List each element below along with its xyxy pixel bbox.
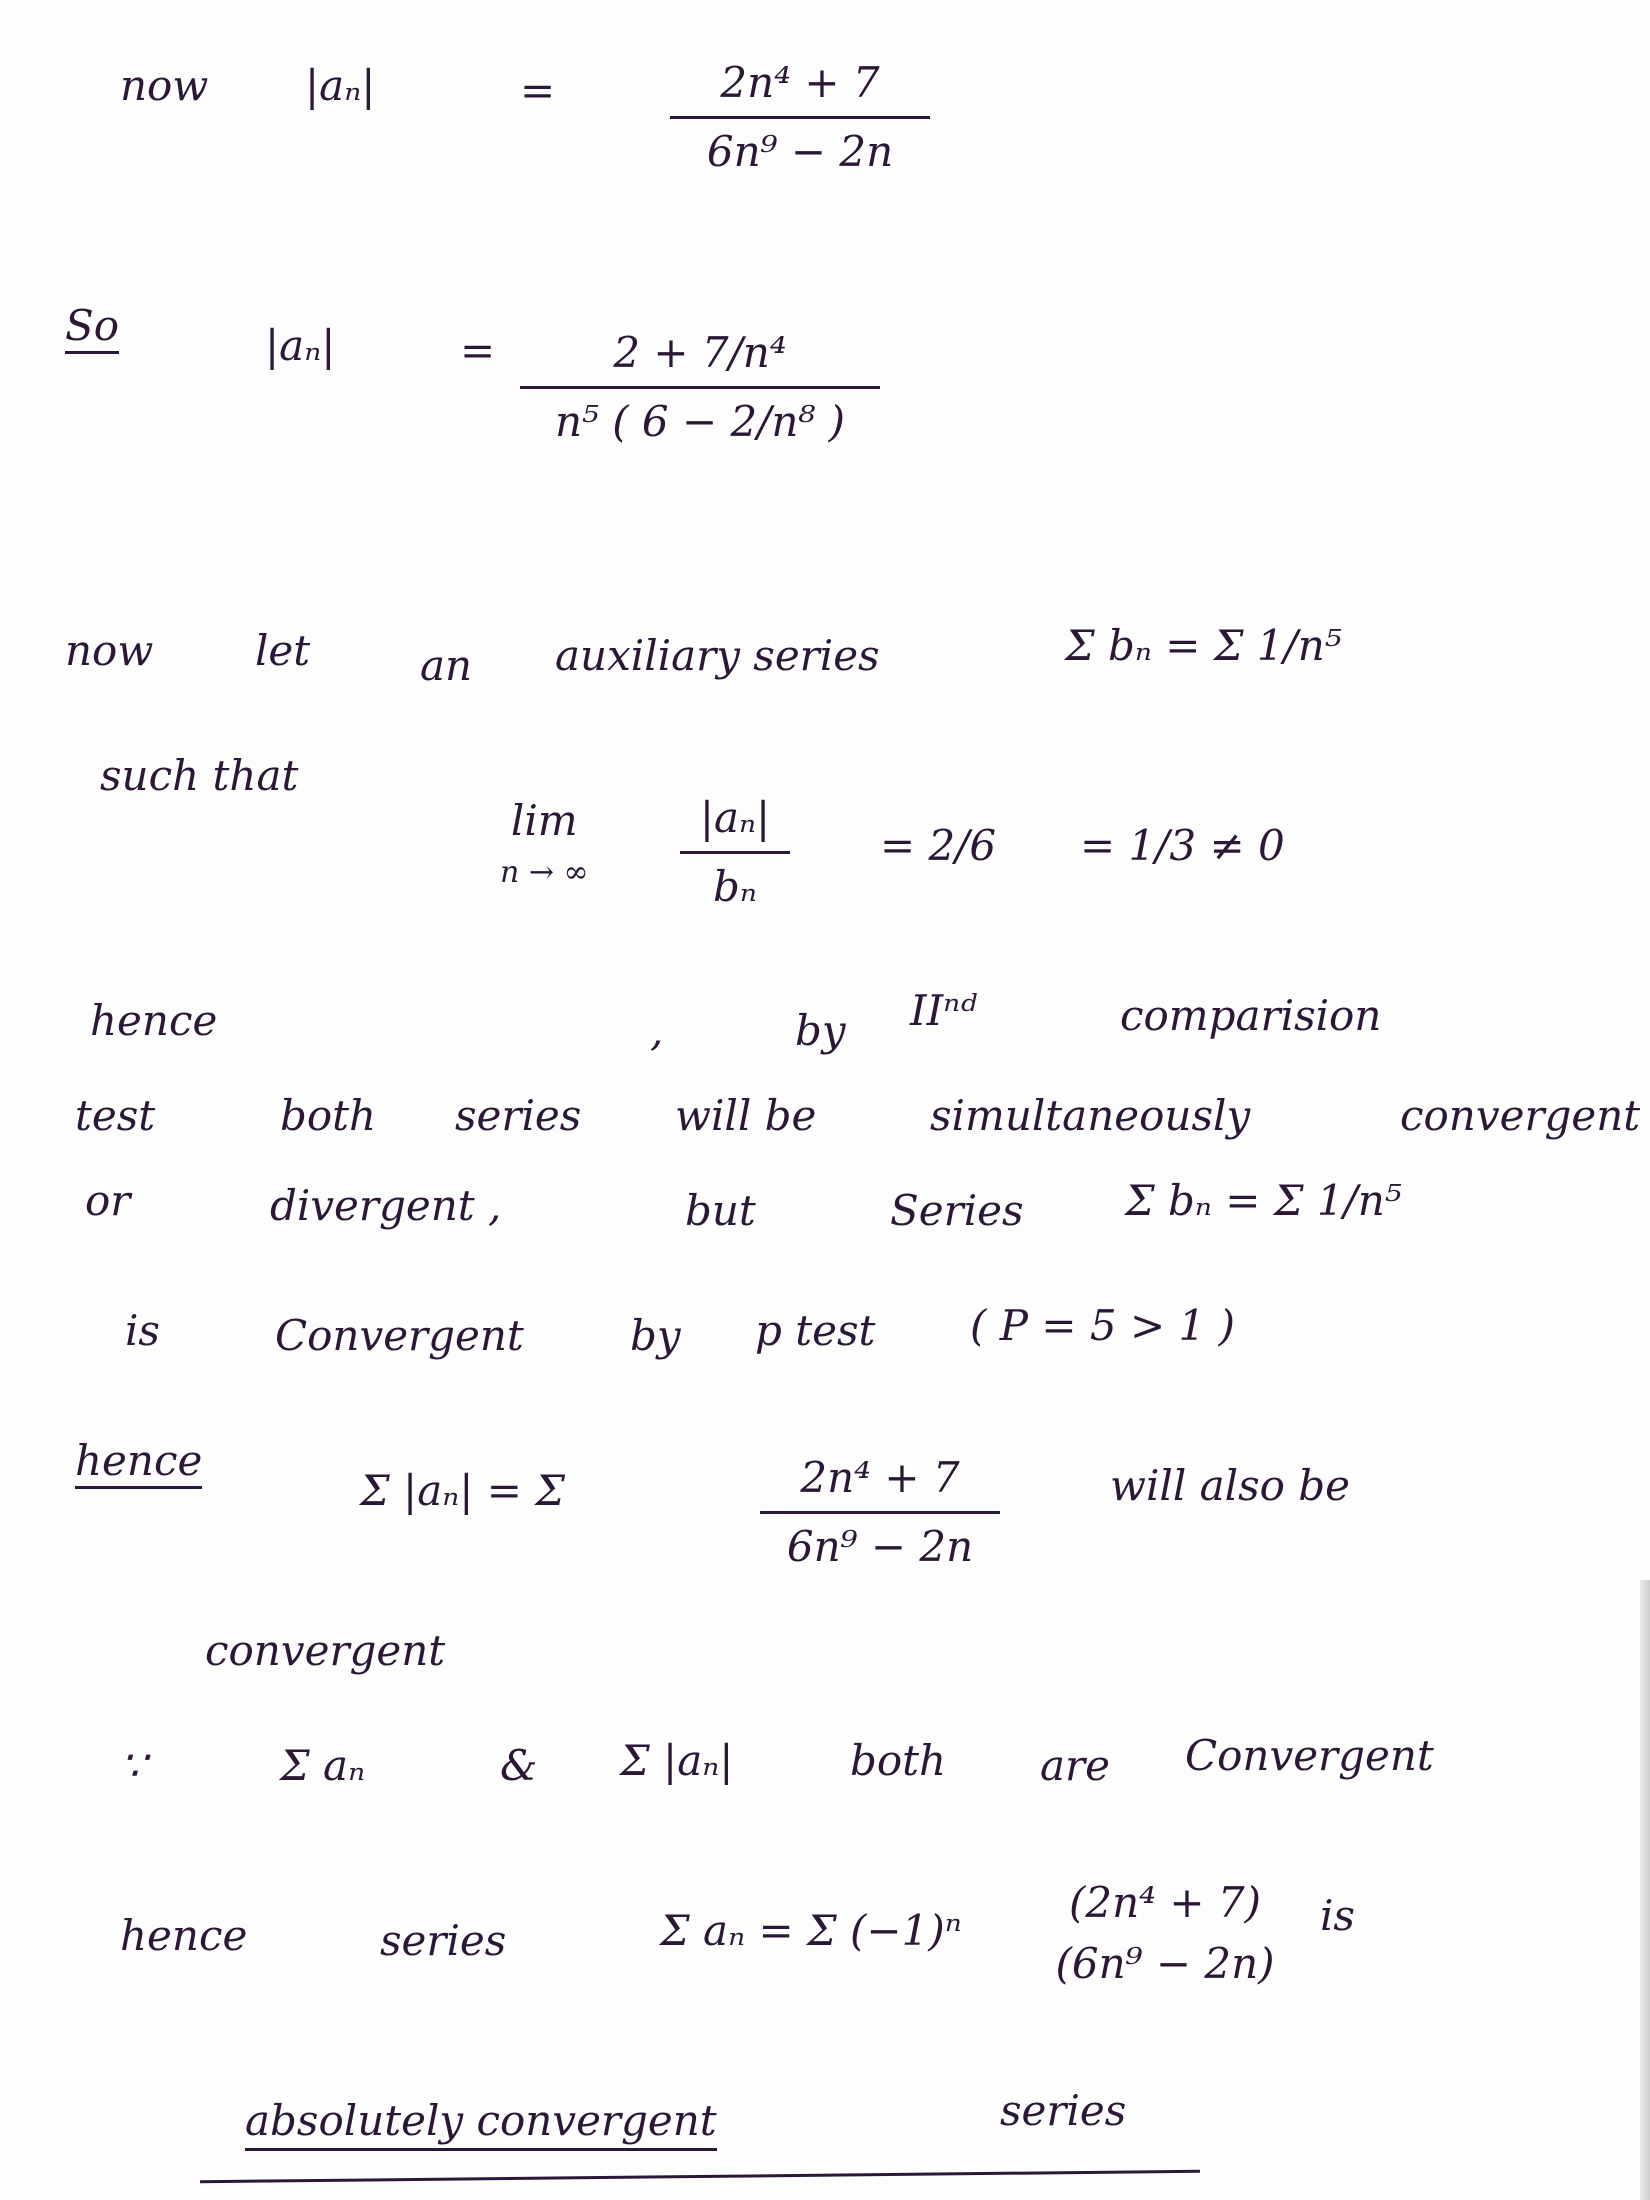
word-is: is [125, 1306, 160, 1355]
fraction-series-term [760, 1455, 1000, 1570]
second-ordinal: IIⁿᵈ [910, 986, 977, 1035]
underline-stroke [200, 2170, 1200, 2183]
word-series: series [455, 1091, 582, 1140]
equals-sign: = [460, 326, 496, 375]
limit-operator [500, 796, 589, 890]
such-that-text: such that [100, 751, 299, 800]
fraction-an [670, 60, 930, 175]
fraction-denominator: bₙ [713, 862, 757, 912]
sum-an-alternating: Σ aₙ = Σ (−1)ⁿ [660, 1906, 962, 1955]
sum-an: Σ aₙ [280, 1741, 366, 1790]
fraction-numerator: 2 + 7/n⁴ [613, 328, 787, 377]
absolutely-convergent-text: absolutely convergent [245, 2100, 717, 2151]
equals-sign: = [520, 66, 556, 115]
fraction-denominator: 6n⁹ − 2n [706, 127, 894, 177]
ampersand: & [500, 1741, 538, 1790]
word-by: by [795, 1006, 846, 1055]
word-by: by [630, 1311, 681, 1360]
lim-text: lim [510, 796, 578, 845]
fraction-numerator: |aₙ| [699, 793, 771, 842]
word-or: or [85, 1176, 131, 1225]
sum-abs-an: Σ |aₙ| [620, 1736, 734, 1785]
word-test: test [75, 1091, 156, 1140]
series-bn-expression: Σ bₙ = Σ 1/n⁵ [1125, 1176, 1402, 1225]
limit-value-1-3: = 1/3 ≠ 0 [1080, 821, 1285, 870]
word-so: So [65, 305, 119, 354]
word-series: series [380, 1916, 507, 1965]
fraction-numerator: (2n⁴ + 7) [1069, 1878, 1261, 1927]
fraction-denominator: 6n⁹ − 2n [786, 1522, 974, 1572]
fraction-simplified [520, 330, 880, 445]
word-simultaneously: simultaneously [930, 1091, 1251, 1140]
page-edge-shadow [1640, 1580, 1650, 2200]
p-test-condition: ( P = 5 > 1 ) [970, 1301, 1235, 1350]
word-series: Series [890, 1186, 1024, 1235]
word-now: now [120, 61, 209, 110]
abs-an: |aₙ| [305, 61, 376, 110]
word-series: series [1000, 2086, 1127, 2135]
fraction-bar [760, 1511, 1000, 1514]
word-divergent: divergent , [270, 1181, 502, 1230]
fraction-denominator: n⁵ ( 6 − 2/n⁸ ) [554, 397, 846, 447]
word-but: but [685, 1186, 756, 1235]
word-will-be: will be [675, 1091, 817, 1140]
sum-abs-an: Σ |aₙ| = Σ [360, 1466, 565, 1515]
word-are: are [1040, 1741, 1110, 1790]
fraction-bar [670, 116, 930, 119]
word-comparison: comparision [1120, 991, 1382, 1040]
word-both: both [280, 1091, 377, 1140]
fraction-limit-ratio [680, 795, 790, 910]
abs-an: |aₙ| [265, 321, 336, 370]
word-convergent: convergent [205, 1626, 446, 1675]
aux-series-expression: Σ bₙ = Σ 1/n⁵ [1065, 621, 1342, 670]
fraction-alternating-term [1050, 1880, 1280, 1987]
fraction-numerator: 2n⁴ + 7 [800, 1453, 960, 1502]
lim-subscript: n → ∞ [500, 855, 589, 890]
fraction-numerator: 2n⁴ + 7 [720, 58, 880, 107]
fraction-denominator: (6n⁹ − 2n) [1055, 1939, 1275, 1989]
comma: , [650, 1006, 664, 1055]
fraction-bar [680, 851, 790, 854]
word-both: both [850, 1736, 947, 1785]
auxiliary-series-text: auxiliary series [555, 631, 880, 680]
fraction-bar [520, 386, 880, 389]
word-let: let [255, 626, 311, 675]
word-an: an [420, 641, 473, 690]
word-hence: hence [90, 996, 218, 1045]
word-hence: hence [75, 1440, 202, 1489]
will-also-be-text: will also be [1110, 1461, 1351, 1510]
since-symbol: ∵ [120, 1741, 147, 1790]
word-hence: hence [120, 1911, 248, 1960]
limit-value-2-6: = 2/6 [880, 821, 997, 870]
word-convergent: convergent [1400, 1091, 1641, 1140]
word-now: now [65, 626, 154, 675]
word-is: is [1320, 1891, 1355, 1940]
word-convergent: Convergent [1185, 1731, 1434, 1780]
fraction-bar [1050, 1932, 1280, 1935]
word-convergent: Convergent [275, 1311, 524, 1360]
p-test-text: p test [755, 1306, 876, 1355]
